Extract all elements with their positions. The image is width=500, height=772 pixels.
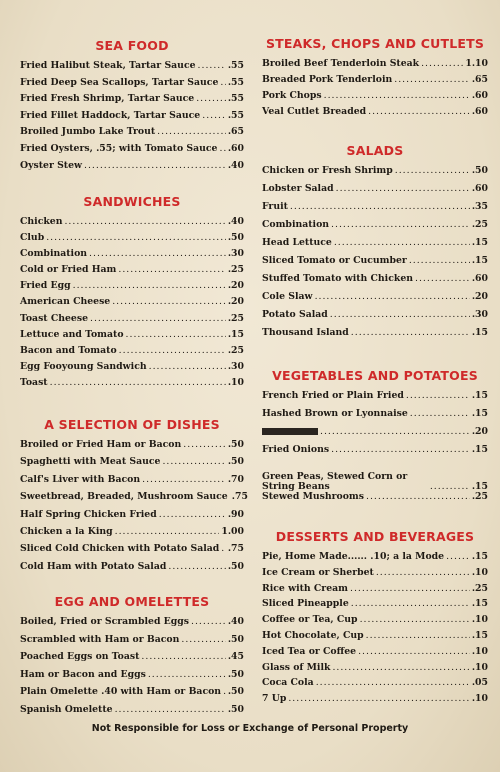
leader-dots bbox=[90, 314, 226, 324]
menu-item bbox=[20, 510, 244, 527]
menu-item bbox=[20, 265, 244, 281]
menu-item-price: .45 bbox=[227, 651, 244, 663]
menu-item-name: Lobster Salad bbox=[262, 183, 334, 194]
menu-item bbox=[20, 635, 244, 653]
menu-item-name: Stewed Mushrooms bbox=[262, 490, 364, 502]
menu-item bbox=[20, 687, 244, 705]
leader-dots bbox=[223, 687, 226, 697]
menu-item bbox=[20, 233, 244, 249]
menu-item-name: Chicken a la King bbox=[20, 525, 113, 537]
leader-dots bbox=[148, 670, 226, 680]
leader-dots bbox=[331, 445, 470, 455]
menu-item-name: Chicken or Fresh Shrimp bbox=[262, 165, 393, 176]
menu-item-name: Sliced Cold Chicken with Potato Salad bbox=[20, 543, 220, 555]
footer-disclaimer: Not Responsible for Loss or Exchange of Personal Property bbox=[91, 723, 409, 734]
leader-dots bbox=[112, 297, 226, 307]
menu-item-price: 1.00 bbox=[221, 525, 244, 537]
menu-item-price: .60 bbox=[471, 90, 488, 102]
menu-item-price: .30 bbox=[227, 360, 244, 372]
menu-item bbox=[20, 144, 244, 161]
menu-item bbox=[262, 238, 488, 256]
menu-item-price: .55 bbox=[227, 60, 244, 71]
menu-item-name: Green Peas, Stewed Corn or String Beans bbox=[262, 470, 408, 492]
menu-item bbox=[262, 202, 488, 220]
menu-item-name: Cold Ham with Potato Salad bbox=[20, 560, 167, 572]
section-heading: EGG AND OMELETTES bbox=[54, 594, 210, 609]
menu-item bbox=[20, 78, 244, 95]
leader-dots bbox=[149, 362, 226, 372]
menu-item-name: Club bbox=[20, 232, 45, 244]
leader-dots bbox=[360, 615, 470, 625]
leader-dots bbox=[196, 94, 226, 104]
leader-dots bbox=[336, 184, 470, 194]
item-list bbox=[20, 217, 244, 394]
menu-item-price: .55 bbox=[227, 93, 244, 105]
menu-item-name: Ham or Bacon and Eggs bbox=[20, 668, 146, 680]
leader-dots bbox=[84, 161, 226, 171]
menu-item bbox=[262, 694, 488, 710]
menu-item-price: .75 bbox=[227, 543, 244, 555]
menu-item bbox=[262, 552, 488, 568]
menu-item-name: Ice Cream or Sherbet bbox=[262, 566, 374, 578]
leader-dots bbox=[183, 440, 226, 450]
menu-item-price: .70 bbox=[227, 473, 244, 485]
menu-item-name: Fried Fresh Shrimp, Tartar Sauce bbox=[20, 93, 195, 105]
menu-item bbox=[262, 328, 488, 346]
menu-item-name: Fruit bbox=[262, 201, 288, 212]
menu-item bbox=[262, 91, 488, 107]
leader-dots bbox=[157, 127, 226, 137]
menu-item bbox=[20, 617, 244, 635]
menu-item bbox=[20, 491, 248, 509]
leader-dots bbox=[162, 457, 225, 467]
menu-item bbox=[262, 409, 488, 427]
leader-dots bbox=[332, 663, 469, 673]
section-vegetables bbox=[262, 368, 488, 510]
menu-item-price: .65 bbox=[471, 74, 488, 86]
menu-item-name: American Cheese bbox=[20, 296, 111, 308]
menu-item-price: .50 bbox=[471, 165, 488, 176]
menu-item-name: Calf's Liver with Bacon bbox=[20, 473, 141, 485]
section-heading: DESSERTS AND BEVERAGES bbox=[275, 529, 475, 544]
menu-item-price: .40 bbox=[227, 159, 244, 171]
menu-item-name: Potato Salad bbox=[262, 309, 328, 320]
leader-dots bbox=[73, 281, 226, 291]
menu-item bbox=[20, 362, 244, 378]
menu-item bbox=[262, 492, 488, 510]
menu-item-price: .90 bbox=[227, 508, 244, 520]
menu-item bbox=[20, 217, 244, 233]
menu-item-price: .30 bbox=[227, 248, 244, 260]
menu-item-name: Oyster Stew bbox=[20, 159, 83, 171]
menu-item-name: Sliced Tomato or Cucumber bbox=[262, 255, 407, 266]
leader-dots bbox=[89, 249, 226, 259]
menu-item bbox=[262, 631, 488, 647]
menu-item bbox=[262, 310, 488, 328]
leader-dots bbox=[350, 584, 470, 594]
menu-item-name: Cold or Fried Ham bbox=[20, 264, 117, 276]
menu-item-name: Stuffed Tomato with Chicken bbox=[262, 273, 413, 284]
leader-dots bbox=[118, 265, 225, 275]
menu-item-name: Rice with Cream bbox=[262, 582, 348, 594]
menu-item-price: .50 bbox=[227, 633, 244, 645]
item-list bbox=[262, 166, 488, 346]
leader-dots bbox=[141, 652, 225, 662]
menu-item-name: Toast bbox=[20, 376, 48, 388]
leader-dots bbox=[64, 217, 225, 227]
menu-item-price: .50 bbox=[227, 560, 244, 572]
menu-item bbox=[262, 220, 488, 238]
menu-item-name: Breaded Pork Tenderloin bbox=[262, 74, 393, 86]
menu-item-price: .55 bbox=[227, 109, 244, 121]
menu-item bbox=[20, 330, 244, 346]
menu-item-price: .15 bbox=[471, 551, 488, 562]
menu-item-price: .25 bbox=[471, 219, 488, 230]
menu-item-price: .15 bbox=[227, 328, 244, 340]
menu-item bbox=[20, 111, 244, 128]
menu-item bbox=[262, 107, 488, 123]
leader-dots bbox=[415, 274, 470, 284]
leader-dots bbox=[351, 328, 470, 338]
struck-out-item-mark bbox=[262, 428, 318, 435]
menu-item bbox=[20, 705, 244, 723]
leader-dots bbox=[221, 544, 226, 554]
menu-item bbox=[20, 346, 244, 362]
menu-item bbox=[262, 256, 488, 274]
menu-item-name: Coffee or Tea, Cup bbox=[262, 614, 358, 626]
menu-item-price: .20 bbox=[471, 426, 488, 437]
menu-item-name: Sweetbread, Breaded, Mushroom Sauce bbox=[20, 491, 228, 503]
section-heading: SANDWICHES bbox=[83, 194, 181, 209]
menu-item-name: Broiled Beef Tenderloin Steak bbox=[262, 58, 420, 69]
section-desserts bbox=[262, 529, 488, 710]
section-heading: STEAKS, CHOPS AND CUTLETS bbox=[265, 36, 485, 51]
menu-item bbox=[262, 678, 488, 694]
menu-item-name: Hot Chocolate, Cup bbox=[262, 629, 364, 641]
menu-item-name: Coca Cola bbox=[262, 677, 314, 689]
menu-item-price: .25 bbox=[471, 582, 488, 594]
menu-item-name: Spaghetti with Meat Sauce bbox=[20, 456, 161, 468]
leader-dots bbox=[330, 310, 470, 320]
leader-dots bbox=[430, 482, 470, 492]
menu-item-price: .15 bbox=[471, 408, 488, 419]
menu-item-name: Combination bbox=[20, 248, 88, 260]
menu-item-name: Fried Onions bbox=[262, 444, 330, 455]
menu-item-price: .60 bbox=[471, 273, 488, 284]
menu-item-name: Broiled or Fried Ham or Bacon bbox=[20, 439, 182, 450]
leader-dots bbox=[126, 330, 226, 340]
menu-item-name: Lettuce and Tomato bbox=[20, 328, 124, 340]
menu-item-name: Fried Egg bbox=[20, 280, 71, 292]
menu-item bbox=[262, 391, 488, 409]
menu-item-name: Half Spring Chicken Fried bbox=[20, 508, 157, 520]
menu-item-name: Boiled, Fried or Scrambled Eggs bbox=[20, 616, 190, 627]
menu-item-name: Toast Cheese bbox=[20, 312, 88, 324]
menu-item-name: Poached Eggs on Toast bbox=[20, 651, 140, 663]
menu-item-price: .15 bbox=[471, 237, 488, 248]
menu-item-price: .15 bbox=[471, 598, 488, 610]
menu-item-name: Sliced Pineapple bbox=[262, 598, 349, 610]
section-eggs bbox=[20, 594, 244, 723]
item-list bbox=[20, 61, 244, 177]
menu-item-name: Scrambled with Ham or Bacon bbox=[20, 633, 180, 645]
menu-item-price: .75 bbox=[231, 491, 248, 503]
leader-dots bbox=[334, 238, 470, 248]
menu-item-name: Fried Halibut Steak, Tartar Sauce bbox=[20, 60, 196, 71]
menu-item bbox=[20, 281, 244, 297]
menu-item bbox=[262, 184, 488, 202]
menu-item-price: .25 bbox=[471, 490, 488, 502]
menu-item bbox=[262, 463, 488, 492]
menu-item-name: Veal Cutlet Breaded bbox=[262, 106, 367, 118]
menu-item-price: .25 bbox=[227, 312, 244, 324]
menu-item-price: .10 bbox=[227, 376, 244, 388]
menu-item-price: .50 bbox=[227, 668, 244, 680]
leader-dots bbox=[368, 107, 470, 117]
leader-dots bbox=[115, 527, 220, 537]
menu-item-price: .30 bbox=[471, 309, 488, 320]
menu-item-price: .50 bbox=[227, 456, 244, 468]
menu-item-price: .15 bbox=[471, 390, 488, 401]
leader-dots bbox=[119, 346, 226, 356]
menu-item-price: .25 bbox=[227, 264, 244, 276]
menu-item bbox=[20, 457, 244, 474]
menu-item-price: 1.10 bbox=[465, 58, 488, 69]
leader-dots bbox=[331, 220, 470, 230]
menu-item-price: .25 bbox=[227, 344, 244, 356]
menu-item-price: .15 bbox=[471, 444, 488, 455]
menu-item-name: Hashed Brown or Lyonnaise bbox=[262, 408, 408, 419]
menu-item bbox=[20, 249, 244, 265]
menu-item bbox=[20, 378, 244, 394]
menu-item-price: .20 bbox=[471, 291, 488, 302]
menu-item bbox=[20, 670, 244, 688]
section-heading: SEA FOOD bbox=[95, 38, 169, 53]
menu-item-price: .35 bbox=[471, 201, 488, 212]
leader-dots bbox=[115, 705, 226, 715]
menu-item-name: Fried Deep Sea Scallops, Tartar Sauce bbox=[20, 76, 219, 88]
menu-item-price: .10 bbox=[471, 566, 488, 578]
menu-item-price: .60 bbox=[227, 142, 244, 154]
menu-item-price: .50 bbox=[227, 439, 244, 450]
menu-item bbox=[262, 647, 488, 663]
menu-item bbox=[20, 527, 244, 544]
section-steaks bbox=[262, 36, 488, 123]
leader-dots bbox=[191, 617, 226, 627]
menu-item-name bbox=[262, 427, 318, 437]
menu-item-price: .15 bbox=[471, 480, 488, 492]
menu-item-name: Combination bbox=[262, 219, 330, 230]
menu-item-price: .65 bbox=[227, 126, 244, 138]
item-list bbox=[262, 391, 488, 510]
menu-item-name: 7 Up bbox=[262, 693, 287, 705]
leader-dots bbox=[50, 378, 226, 388]
menu-item-name: Pork Chops bbox=[262, 90, 322, 102]
section-dishes bbox=[20, 417, 248, 579]
leader-dots bbox=[315, 292, 470, 302]
menu-item bbox=[20, 475, 244, 492]
menu-item bbox=[20, 652, 244, 670]
menu-item-price: .50 bbox=[227, 686, 244, 698]
menu-item-price: .60 bbox=[471, 183, 488, 194]
menu-item-price: .10 bbox=[471, 661, 488, 673]
leader-dots bbox=[406, 391, 470, 401]
menu-item-price: .50 bbox=[227, 232, 244, 244]
menu-item bbox=[20, 544, 244, 561]
menu-item-price: .20 bbox=[227, 296, 244, 308]
leader-dots bbox=[159, 510, 226, 520]
leader-dots bbox=[142, 475, 226, 485]
menu-item-name: Egg Fooyoung Sandwich bbox=[20, 360, 147, 372]
menu-item-price: .55 bbox=[227, 76, 244, 88]
menu-item bbox=[262, 292, 488, 310]
menu-item-price: .15 bbox=[471, 327, 488, 338]
menu-item bbox=[262, 584, 488, 600]
leader-dots bbox=[181, 635, 225, 645]
menu-item bbox=[20, 61, 244, 78]
section-sea-food bbox=[20, 38, 244, 177]
menu-item-price: .15 bbox=[471, 255, 488, 266]
item-list bbox=[20, 439, 248, 579]
leader-dots bbox=[202, 111, 226, 121]
menu-item-price: .40 bbox=[227, 216, 244, 227]
leader-dots bbox=[198, 61, 226, 71]
menu-item-name: Plain Omelette .40 with Ham or Bacon bbox=[20, 686, 222, 698]
menu-item bbox=[20, 94, 244, 111]
menu-item-name: Head Lettuce bbox=[262, 237, 332, 248]
menu-item bbox=[20, 562, 244, 579]
section-salads bbox=[262, 143, 488, 346]
section-heading: A SELECTION OF DISHES bbox=[44, 417, 220, 432]
menu-item-price: .20 bbox=[227, 280, 244, 292]
menu-item bbox=[20, 127, 244, 144]
leader-dots bbox=[219, 144, 225, 154]
leader-dots bbox=[446, 552, 470, 562]
menu-item-name: French Fried or Plain Fried bbox=[262, 390, 404, 401]
menu-item-price: .10 bbox=[471, 614, 488, 626]
menu-item bbox=[20, 161, 244, 178]
leader-dots bbox=[288, 694, 469, 704]
menu-item-price: .40 bbox=[227, 616, 244, 627]
leader-dots bbox=[394, 75, 470, 85]
menu-item-price: .10 bbox=[471, 693, 488, 705]
menu-item-price: .10 bbox=[471, 645, 488, 657]
menu-item-name: Fried Oysters, .55; with Tomato Sauce bbox=[20, 142, 218, 154]
section-heading: SALADS bbox=[346, 143, 404, 158]
menu-item bbox=[20, 314, 244, 330]
menu-item-name: Glass of Milk bbox=[262, 661, 331, 673]
leader-dots bbox=[376, 568, 470, 578]
menu-item-name: Fried Fillet Haddock, Tartar Sauce bbox=[20, 109, 201, 121]
menu-item bbox=[262, 274, 488, 292]
leader-dots bbox=[168, 562, 225, 572]
menu-item-name: Pie, Home Made...... .10; a la Mode bbox=[262, 551, 445, 562]
leader-dots bbox=[366, 492, 470, 502]
leader-dots bbox=[358, 647, 470, 657]
menu-item-name: Iced Tea or Coffee bbox=[262, 645, 357, 657]
menu-item bbox=[20, 440, 244, 457]
leader-dots bbox=[316, 678, 470, 688]
leader-dots bbox=[395, 166, 470, 176]
leader-dots bbox=[290, 202, 470, 212]
menu-item bbox=[20, 297, 244, 313]
menu-item bbox=[262, 166, 488, 184]
menu-item bbox=[262, 599, 488, 615]
menu-item-name: Bacon and Tomato bbox=[20, 344, 117, 356]
leader-dots bbox=[410, 409, 470, 419]
menu-item bbox=[262, 59, 488, 75]
leader-dots bbox=[351, 599, 470, 609]
leader-dots bbox=[46, 233, 226, 243]
section-heading: VEGETABLES AND POTATOES bbox=[272, 368, 478, 383]
menu-item bbox=[262, 75, 488, 91]
menu-item-name: Cole Slaw bbox=[262, 291, 313, 302]
menu-item-name: Chicken bbox=[20, 216, 63, 227]
menu-item bbox=[262, 663, 488, 679]
item-list bbox=[262, 59, 488, 123]
menu-item bbox=[262, 427, 488, 445]
leader-dots bbox=[409, 256, 470, 266]
leader-dots bbox=[220, 78, 225, 88]
leader-dots bbox=[320, 427, 470, 437]
leader-dots bbox=[366, 631, 470, 641]
menu-item-name: Thousand Island bbox=[262, 327, 349, 338]
leader-dots bbox=[421, 59, 463, 69]
menu-item-price: .50 bbox=[227, 703, 244, 715]
item-list bbox=[20, 617, 244, 723]
menu-item-name: Broiled Jumbo Lake Trout bbox=[20, 126, 156, 138]
menu-item-price: .15 bbox=[471, 629, 488, 641]
menu-item-price: .05 bbox=[471, 677, 488, 689]
menu-item-name: Spanish Omelette bbox=[20, 703, 113, 715]
menu-item bbox=[262, 615, 488, 631]
item-list bbox=[262, 552, 488, 710]
section-sandwiches bbox=[20, 194, 244, 394]
leader-dots bbox=[324, 91, 470, 101]
menu-item bbox=[262, 445, 488, 463]
menu-item-price: .60 bbox=[471, 106, 488, 118]
menu-item bbox=[262, 568, 488, 584]
